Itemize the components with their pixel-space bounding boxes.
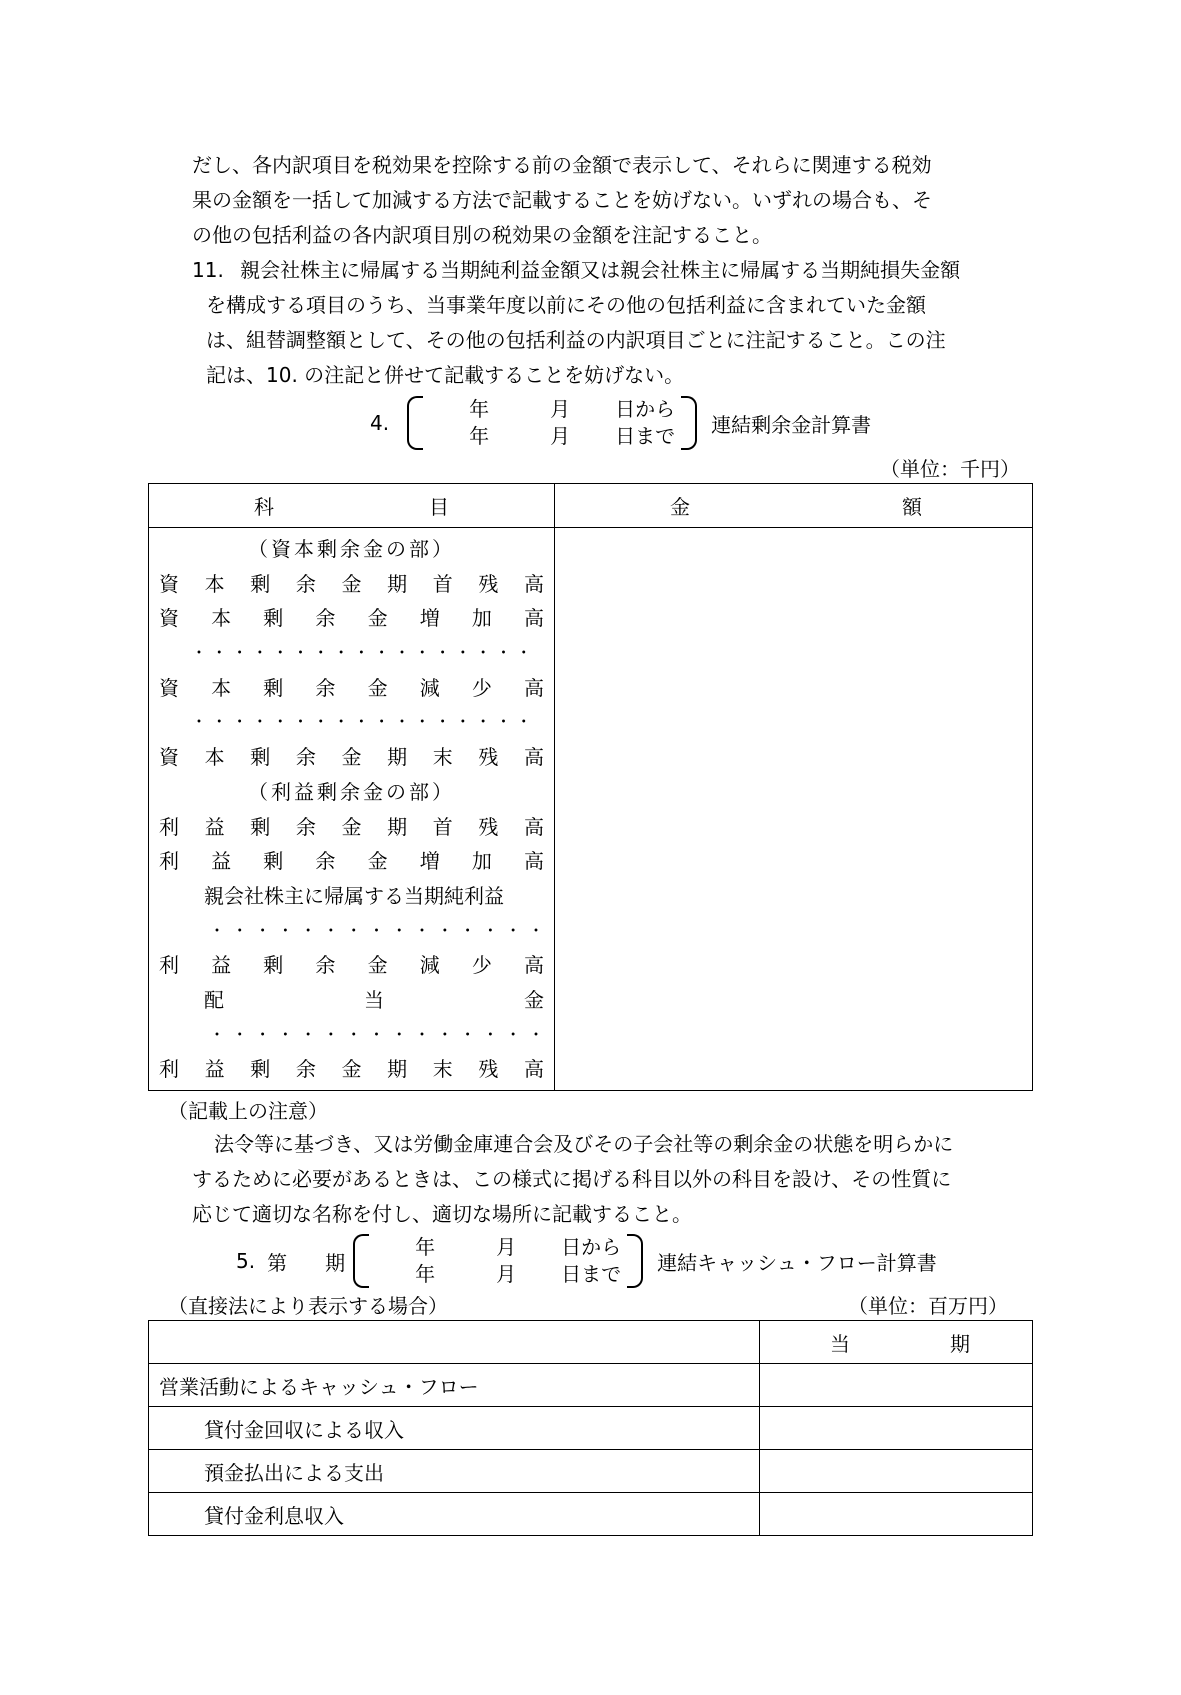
table-row: 営業活動によるキャッシュ・フロー [149,1364,760,1407]
section-5-number: 5. [236,1249,256,1273]
header-item: 科 目 [149,484,555,528]
notes-line: 応じて適切な名称を付し、適切な場所に記載すること。 [192,1202,692,1226]
note-11-line: 記は、10. の注記と併せて記載することを妨げない。 [206,363,685,387]
surplus-table [148,483,1033,1091]
intro-paragraph [192,148,1022,253]
section-5-subtitle: （直接法により表示する場合） [168,1294,448,1318]
left-brace-icon [353,1234,369,1288]
cashflow-table [148,1320,1033,1536]
note-11-line: は、組替調整額として、その他の包括利益の内訳項目ごとに注記すること。この注 [206,328,946,352]
dots-row: ・ ・ ・ ・ ・ ・ ・ ・ ・ ・ ・ ・ ・ ・ ・ [209,1024,544,1044]
note-11-line: 親会社株主に帰属する当期純利益金額又は親会社株主に帰属する当期純損失金額 [240,258,961,282]
dots-row: ・ ・ ・ ・ ・ ・ ・ ・ ・ ・ ・ ・ ・ ・ ・ ・ ・ [191,712,532,732]
capital-end-row: 資 本 剰 余 金 期 末 残 高 [159,745,544,770]
right-brace-icon [627,1234,643,1288]
intro-line: の他の包括利益の各内訳項目別の税効果の金額を注記すること。 [192,223,772,247]
note-11 [192,253,960,393]
notes-line: するために必要があるときは、この様式に掲げる科目以外の科目を設け、その性質に [192,1167,952,1191]
note-11-number: 11. [192,258,224,282]
header-blank [149,1321,760,1364]
section-5-unit: （単位：百万円） [848,1294,1008,1318]
intro-line: だし、各内訳項目を税効果を控除する前の金額で表示して、それらに関連する税効 [192,153,932,177]
dots-row: ・ ・ ・ ・ ・ ・ ・ ・ ・ ・ ・ ・ ・ ・ ・ ・ ・ [191,643,532,663]
header-current-period: 当 期 [760,1321,1033,1364]
section-4-number: 4. [370,411,390,435]
retained-end-row: 利 益 剰 余 金 期 末 残 高 [159,1057,544,1082]
value-cell [760,1364,1033,1407]
retained-increase-row: 利 益 剰 余 金 増 加 高 [159,849,544,874]
capital-increase-row: 資 本 剰 余 金 増 加 高 [159,606,544,631]
period-dates: 年 月 日から 年 月 日まで [469,397,676,448]
dividend-row: 配 当 金 [204,987,544,1012]
section-5-ki: 期 [325,1250,346,1275]
value-cell [760,1493,1033,1536]
table-row: 預金払出による支出 [149,1450,760,1493]
header-amount: 金 額 [555,484,1033,528]
section-5-heading [236,1234,937,1288]
dots-row: ・ ・ ・ ・ ・ ・ ・ ・ ・ ・ ・ ・ ・ ・ ・ [209,920,544,940]
section-5-dai: 第 [267,1250,288,1275]
notes-body [192,1127,953,1232]
right-brace-icon [681,396,697,450]
value-cell [760,1450,1033,1493]
amount-column [555,528,1033,1091]
period-dates: 年 月 日から 年 月 日まで [415,1235,622,1286]
section-5-title: 連結キャッシュ・フロー計算書 [657,1250,937,1275]
section-4-heading [370,396,871,450]
note-11-line: を構成する項目のうち、当事業年度以前にその他の包括利益に含まれていた金額 [206,293,926,317]
net-income-row: 親会社株主に帰属する当期純利益 [204,883,504,908]
notes-heading: （記載上の注意） [168,1099,328,1123]
intro-line: 果の金額を一括して加減する方法で記載することを妨げない。いずれの場合も、そ [192,188,932,212]
value-cell [760,1407,1033,1450]
capital-section-label: （資本剰余金の部） [248,537,455,561]
table-row: 貸付金利息収入 [149,1493,760,1536]
retained-decrease-row: 利 益 剰 余 金 減 少 高 [159,953,544,978]
section-4-title: 連結剰余金計算書 [711,412,872,437]
capital-decrease-row: 資 本 剰 余 金 減 少 高 [159,675,544,700]
left-brace-icon [407,396,423,450]
notes-line: 法令等に基づき、又は労働金庫連合会及びその子会社等の剰余金の状態を明らかに [214,1132,954,1156]
retained-begin-row: 利 益 剰 余 金 期 首 残 高 [159,814,544,839]
item-column [149,528,555,1091]
retained-section-label: （利益剰余金の部） [248,779,455,804]
capital-begin-row: 資 本 剰 余 金 期 首 残 高 [159,571,544,596]
table-row: 貸付金回収による収入 [149,1407,760,1450]
section-4-unit: （単位：千円） [880,457,1020,481]
